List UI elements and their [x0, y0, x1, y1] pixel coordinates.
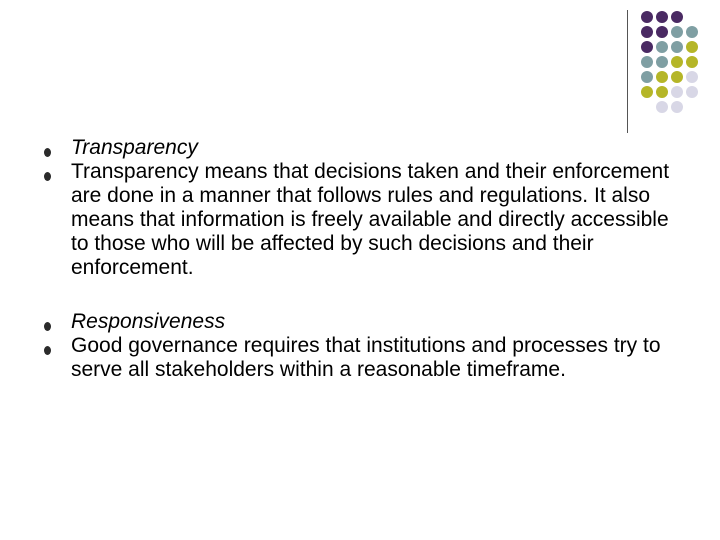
decorative-dot [671, 11, 683, 23]
decorative-dot [671, 101, 683, 113]
bullet-icon [44, 148, 51, 157]
bullet-item-transparency-body [44, 160, 684, 280]
decorative-dot [656, 11, 668, 23]
bullet-text: Responsiveness [71, 310, 226, 333]
decorative-dot [686, 41, 698, 53]
bullet-text: Good governance requires that institutions and processes try to serve all stakeholders within a reasonable timeframe. [71, 334, 661, 381]
decorative-dot [671, 56, 683, 68]
decorative-dot [686, 26, 698, 38]
decorative-dot [656, 101, 668, 113]
bullet-text: Transparency [71, 136, 198, 159]
bullet-icon [44, 172, 51, 181]
bullet-item-responsiveness-title [44, 310, 684, 334]
decorative-dot [656, 41, 668, 53]
decorative-dot [641, 26, 653, 38]
bullet-list [44, 136, 684, 382]
decorative-dot [641, 56, 653, 68]
decorative-dot [671, 86, 683, 98]
section-spacer [44, 280, 684, 310]
decorative-dot [656, 71, 668, 83]
bullet-text: Transparency means that decisions taken and their enforcement are done in a manner that follows rules and regulations. It also means that information is freely available and directly accessible to those who will be affected by such decisions and their enforcement. [71, 160, 670, 279]
bullet-item-responsiveness-body [44, 334, 684, 382]
decorative-dot [656, 56, 668, 68]
bullet-icon [44, 322, 51, 331]
decorative-dot [671, 71, 683, 83]
decorative-dot [641, 86, 653, 98]
decorative-dot [656, 26, 668, 38]
decorative-dot [641, 41, 653, 53]
decorative-dot [671, 26, 683, 38]
decorative-dot [671, 41, 683, 53]
decorative-dot [686, 71, 698, 83]
bullet-icon [44, 346, 51, 355]
bullet-item-transparency-title [44, 136, 684, 160]
decorative-dot [686, 56, 698, 68]
decorative-dot [686, 86, 698, 98]
decorative-dot [641, 11, 653, 23]
decorative-dot [656, 86, 668, 98]
decorative-dot-grid [0, 0, 720, 140]
decorative-dot [641, 71, 653, 83]
